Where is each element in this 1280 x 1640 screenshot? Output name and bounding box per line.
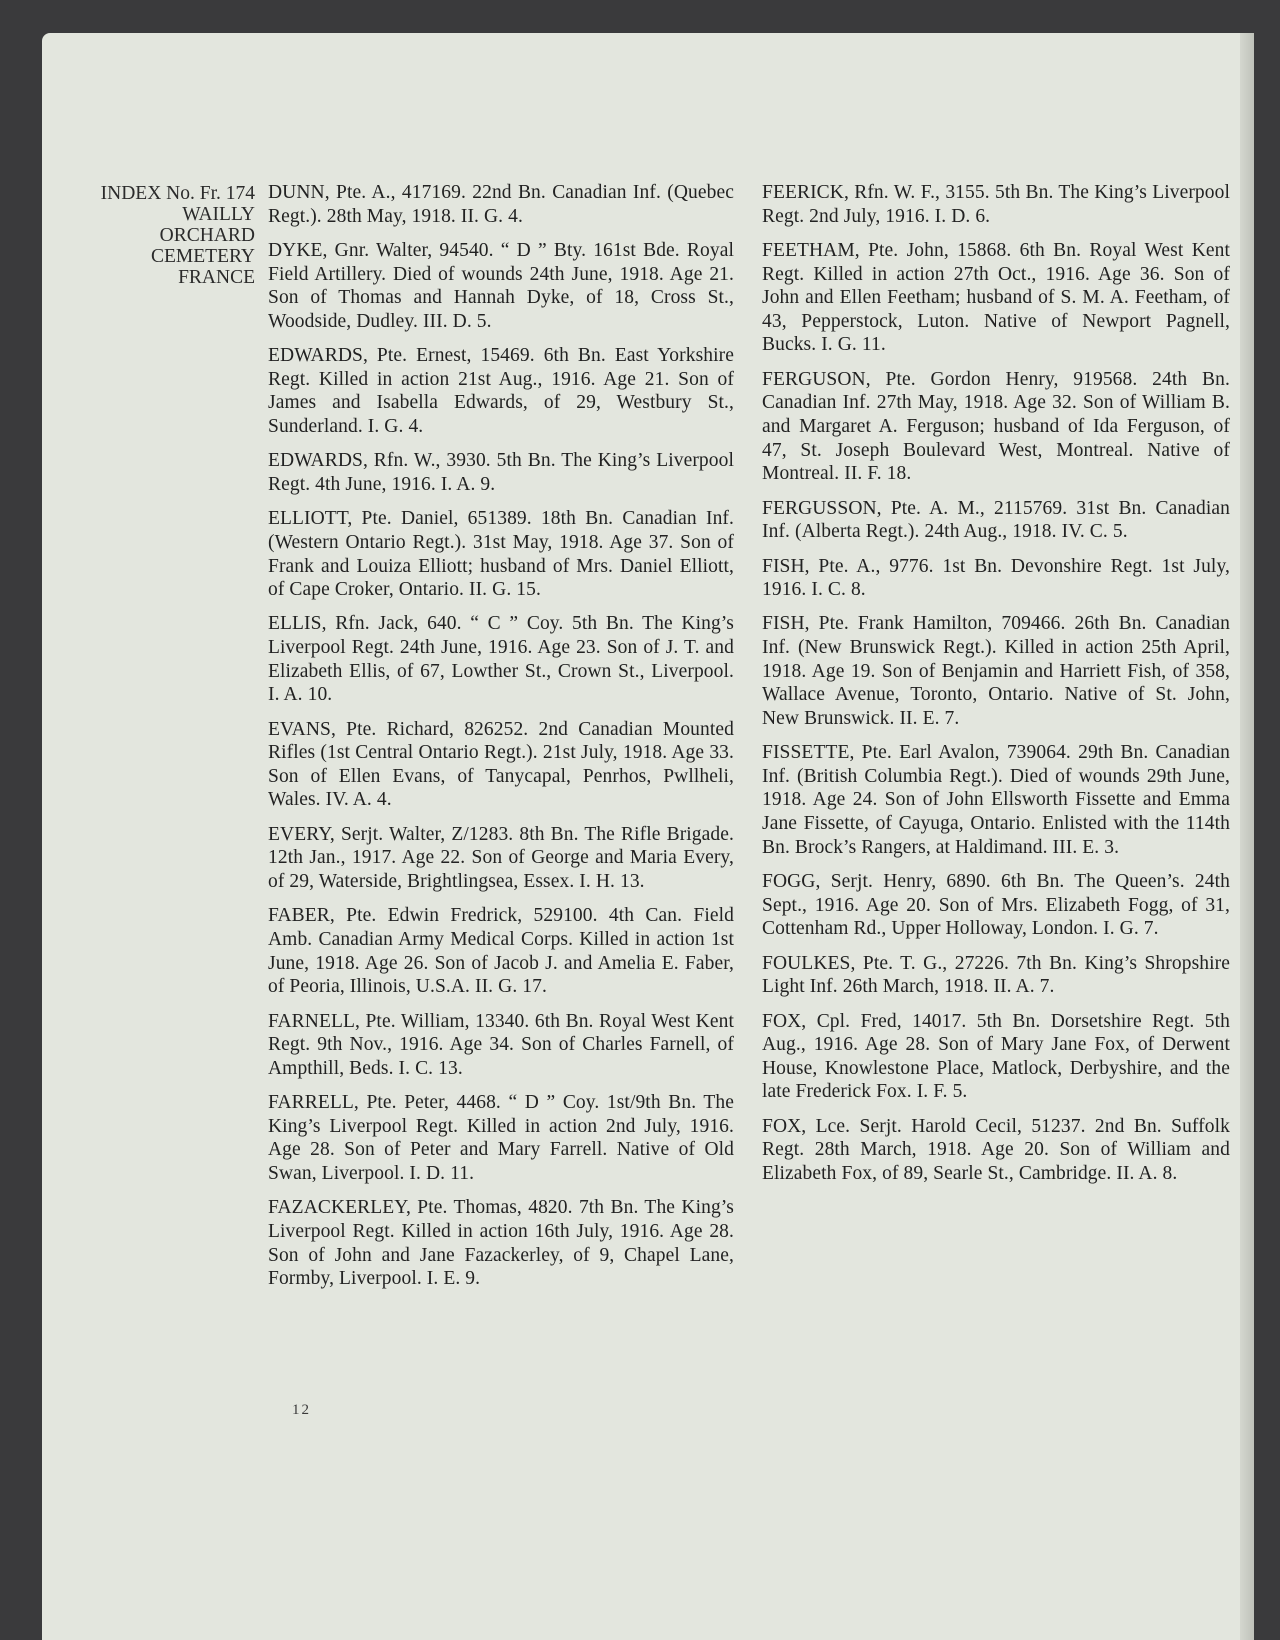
register-entry: EDWARDS, Rfn. W., 3930. 5th Bn. The King’s Liverpool Regt. 4th June, 1916. I. A. 9.	[268, 450, 734, 495]
register-entry: FISH, Pte. Frank Hamilton, 709466. 26th Bn. Canadian Inf. (New Brunswick Regt.). Killed in action 25th April, 1918. Age 19. Son of Benjamin and Harriett Fish, of 358, Wallace Avenue, Toronto, Ontario. Native of St. John, New Brunswick. II. E. 7.	[762, 613, 1230, 729]
register-entry: ELLIOTT, Pte. Daniel, 651389. 18th Bn. Canadian Inf. (Western Ontario Regt.). 31st May, 1918. Age 37. Son of Frank and Louiza Elliott; husband of Mrs. Daniel Elliott, of Cape Croker, Ontario. II. G. 15.	[268, 508, 734, 601]
register-entry: EDWARDS, Pte. Ernest, 15469. 6th Bn. East Yorkshire Regt. Killed in action 21st Aug., 1916. Age 21. Son of James and Isabella Edwards, of 29, Westbury St., Sunderland. I. G. 4.	[268, 345, 734, 437]
register-entry: FISSETTE, Pte. Earl Avalon, 739064. 29th Bn. Canadian Inf. (British Columbia Regt.). Died of wounds 29th June, 1918. Age 24. Son of John Ellsworth Fissette and Emma Jane Fissette, of Cayuga, Ontario. Enlisted with the 114th Bn. Brock’s Rangers, at Haldimand. III. E. 3.	[762, 742, 1230, 858]
register-entry: FISH, Pte. A., 9776. 1st Bn. Devonshire Regt. 1st July, 1916. I. C. 8.	[762, 555, 1230, 601]
register-entry: EVANS, Pte. Richard, 826252. 2nd Canadian Mounted Rifles (1st Central Ontario Regt.). 21st July, 1918. Age 33. Son of Ellen Evans, of Tanycapal, Penrhos, Pwllheli, Wales. IV. A. 4.	[268, 718, 734, 811]
cemetery-name-line-2: ORCHARD	[159, 225, 255, 246]
right-column	[762, 181, 1230, 1196]
register-entry: FARNELL, Pte. William, 13340. 6th Bn. Royal West Kent Regt. 9th Nov., 1916. Age 34. Son of Charles Farnell, of Ampthill, Beds. I. C. 13.	[268, 1010, 734, 1079]
index-number: INDEX No. Fr. 174	[100, 183, 255, 204]
page-number: 12	[292, 1402, 311, 1418]
register-entry: DUNN, Pte. A., 417169. 22nd Bn. Canadian Inf. (Quebec Regt.). 28th May, 1918. II. G. 4.	[268, 182, 734, 227]
cemetery-name-line-3: CEMETERY	[150, 246, 255, 267]
register-entry: DYKE, Gnr. Walter, 94540. “ D ” Bty. 161st Bde. Royal Field Artillery. Died of wounds 24th June, 1918. Age 21. Son of Thomas and Hannah Dyke, of 18, Cross St., Woodside, Dudley. III. D. 5.	[268, 239, 734, 332]
index-label	[62, 183, 255, 288]
register-entry: FOX, Cpl. Fred, 14017. 5th Bn. Dorsetshire Regt. 5th Aug., 1916. Age 28. Son of Mary Jane Fox, of Derwent House, Knowlestone Place, Matlock, Derbyshire, and the late Frederick Fox. I. F. 5.	[762, 1010, 1230, 1103]
register-entry: FARRELL, Pte. Peter, 4468. “ D ” Coy. 1st/9th Bn. The King’s Liverpool Regt. Killed in action 2nd July, 1916. Age 28. Son of Peter and Mary Farrell. Native of Old Swan, Liverpool. I. D. 11.	[268, 1092, 734, 1184]
register-entry: FOULKES, Pte. T. G., 27226. 7th Bn. King’s Shropshire Light Inf. 26th March, 1918. II. A. 7.	[762, 952, 1230, 998]
register-entry: FEERICK, Rfn. W. F., 3155. 5th Bn. The King’s Liverpool Regt. 2nd July, 1916. I. D. 6.	[762, 182, 1230, 227]
register-entry: FERGUSON, Pte. Gordon Henry, 919568. 24th Bn. Canadian Inf. 27th May, 1918. Age 32. Son of William B. and Margaret A. Ferguson; husband of Ida Ferguson, of 47, St. Joseph Boulevard West, Montreal. Native of Montreal. II. F. 18.	[762, 368, 1230, 485]
cemetery-name-line-1: WAILLY	[182, 204, 255, 225]
register-entry: FAZACKERLEY, Pte. Thomas, 4820. 7th Bn. The King’s Liverpool Regt. Killed in action 16th July, 1916. Age 28. Son of John and Jane Fazackerley, of 9, Chapel Lane, Formby, Liverpool. I. E. 9.	[268, 1197, 734, 1290]
register-entry: FOGG, Serjt. Henry, 6890. 6th Bn. The Queen’s. 24th Sept., 1916. Age 20. Son of Mrs. Elizabeth Fogg, of 31, Cottenham Rd., Upper Holloway, London. I. G. 7.	[762, 871, 1230, 940]
register-entry: FEETHAM, Pte. John, 15868. 6th Bn. Royal West Kent Regt. Killed in action 27th Oct., 1916. Age 36. Son of John and Ellen Feetham; husband of S. M. A. Feetham, of 43, Pepperstock, Luton. Native of Newport Pagnell, Bucks. I. G. 11.	[762, 239, 1230, 356]
page-edge	[1240, 33, 1254, 1640]
register-entry: FOX, Lce. Serjt. Harold Cecil, 51237. 2nd Bn. Suffolk Regt. 28th March, 1918. Age 20. Son of William and Elizabeth Fox, of 89, Searle St., Cambridge. II. A. 8.	[762, 1115, 1230, 1184]
register-entry: FABER, Pte. Edwin Fredrick, 529100. 4th Can. Field Amb. Canadian Army Medical Corps. Killed in action 1st June, 1918. Age 26. Son of Jacob J. and Amelia E. Faber, of Peoria, Illinois, U.S.A. II. G. 17.	[268, 905, 734, 998]
register-entry: EVERY, Serjt. Walter, Z/1283. 8th Bn. The Rifle Brigade. 12th Jan., 1917. Age 22. Son of George and Maria Every, of 29, Waterside, Brightlingsea, Essex. I. H. 13.	[268, 823, 734, 893]
register-entry: ELLIS, Rfn. Jack, 640. “ C ” Coy. 5th Bn. The King’s Liverpool Regt. 24th June, 1916. Age 23. Son of J. T. and Elizabeth Ellis, of 67, Lowther St., Crown St., Liverpool. I. A. 10.	[268, 613, 734, 706]
country-name: FRANCE	[178, 267, 255, 288]
left-column	[268, 181, 734, 1302]
register-entry: FERGUSSON, Pte. A. M., 2115769. 31st Bn. Canadian Inf. (Alberta Regt.). 24th Aug., 1918. IV. C. 5.	[762, 497, 1230, 543]
